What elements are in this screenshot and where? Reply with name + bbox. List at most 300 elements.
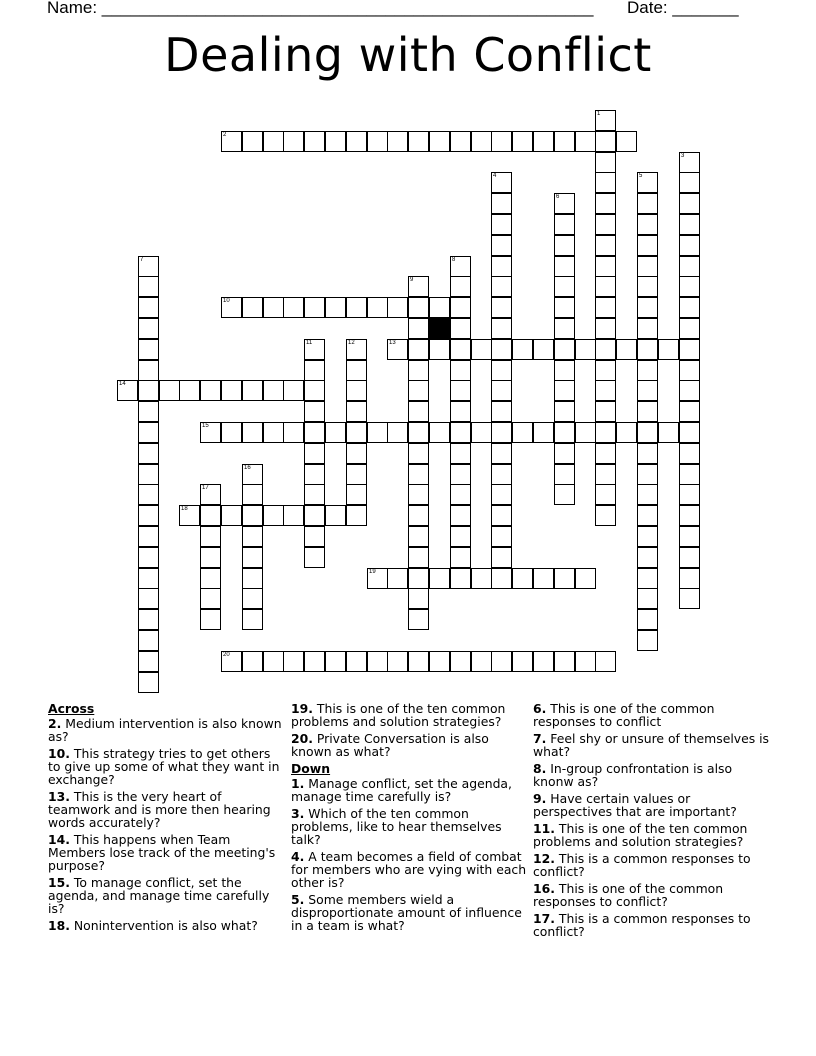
grid-cell[interactable] [595, 235, 616, 256]
grid-cell[interactable] [679, 297, 700, 318]
grid-cell[interactable] [637, 609, 658, 630]
grid-cell[interactable] [491, 131, 512, 152]
grid-cell[interactable] [304, 380, 325, 401]
grid-cell[interactable] [554, 484, 575, 505]
grid-cell[interactable] [554, 193, 575, 214]
grid-cell[interactable] [554, 131, 575, 152]
grid-cell[interactable] [408, 380, 429, 401]
clue-number-label: 3. [291, 806, 305, 821]
grid-cell[interactable] [533, 339, 554, 360]
grid-cell[interactable] [200, 609, 221, 630]
grid-cell[interactable] [283, 380, 304, 401]
grid-cell[interactable] [450, 526, 471, 547]
grid-cell[interactable] [138, 672, 159, 693]
grid-cell[interactable] [637, 235, 658, 256]
grid-cell[interactable] [304, 422, 325, 443]
grid-cell[interactable] [637, 276, 658, 297]
grid-cell[interactable] [491, 443, 512, 464]
grid-cell[interactable] [491, 422, 512, 443]
grid-cell[interactable] [637, 380, 658, 401]
grid-cell[interactable] [325, 651, 346, 672]
grid-cell[interactable] [221, 505, 242, 526]
grid-cell[interactable] [138, 297, 159, 318]
grid-cell[interactable] [138, 443, 159, 464]
grid-cell[interactable] [450, 568, 471, 589]
grid-cell[interactable] [554, 276, 575, 297]
clue-text: This is one of the common responses to conflict? [533, 881, 724, 909]
grid-cell[interactable] [263, 131, 284, 152]
grid-cell[interactable] [242, 380, 263, 401]
grid-cell[interactable] [679, 235, 700, 256]
grid-cell[interactable] [554, 339, 575, 360]
clue-text: To manage conflict, set the agenda, and manage time carefully is? [48, 875, 270, 916]
grid-cell[interactable] [450, 505, 471, 526]
grid-cell[interactable] [554, 401, 575, 422]
clue-text: Have certain values or perspectives that are important? [533, 791, 737, 819]
grid-cell[interactable] [138, 401, 159, 422]
grid-cell[interactable] [491, 297, 512, 318]
grid-cell[interactable] [679, 568, 700, 589]
grid-cell[interactable] [637, 193, 658, 214]
grid-cell[interactable] [637, 214, 658, 235]
grid-cell[interactable] [408, 464, 429, 485]
grid-cell[interactable] [346, 131, 367, 152]
grid-cell[interactable] [471, 651, 492, 672]
grid-cell[interactable] [200, 505, 221, 526]
grid-cell[interactable] [200, 422, 221, 443]
grid-cell[interactable] [138, 360, 159, 381]
grid-cell[interactable] [408, 339, 429, 360]
grid-cell[interactable] [138, 256, 159, 277]
grid-cell[interactable] [595, 464, 616, 485]
clue [291, 850, 527, 889]
grid-cell[interactable] [679, 152, 700, 173]
grid-cell[interactable] [491, 547, 512, 568]
grid-cell[interactable] [554, 214, 575, 235]
grid-cell[interactable] [658, 422, 679, 443]
grid-cell[interactable] [491, 526, 512, 547]
grid-cell[interactable] [304, 651, 325, 672]
grid-cell[interactable] [450, 131, 471, 152]
grid-cell[interactable] [138, 380, 159, 401]
clue-text: Medium intervention is also known as? [48, 716, 282, 744]
grid-cell[interactable] [408, 276, 429, 297]
grid-cell[interactable] [637, 297, 658, 318]
grid-cell[interactable] [616, 339, 637, 360]
grid-cell[interactable] [491, 484, 512, 505]
grid-cell[interactable] [346, 422, 367, 443]
grid-cell[interactable] [283, 131, 304, 152]
clue [48, 833, 284, 872]
clue-text: Nonintervention is also what? [69, 918, 258, 933]
grid-cell[interactable] [221, 131, 242, 152]
grid-cell[interactable] [200, 547, 221, 568]
grid-cell[interactable] [408, 318, 429, 339]
grid-cell[interactable] [242, 651, 263, 672]
grid-cell[interactable] [512, 339, 533, 360]
grid-cell[interactable] [138, 568, 159, 589]
grid-cell[interactable] [637, 172, 658, 193]
grid-cell[interactable] [387, 131, 408, 152]
grid-cell[interactable] [637, 547, 658, 568]
grid-cell[interactable] [679, 360, 700, 381]
grid-cell[interactable] [679, 193, 700, 214]
grid-cell[interactable] [242, 526, 263, 547]
grid-cell[interactable] [242, 609, 263, 630]
grid-cell[interactable] [679, 339, 700, 360]
grid-cell[interactable] [138, 464, 159, 485]
grid-cell[interactable] [138, 422, 159, 443]
grid-cell[interactable] [450, 339, 471, 360]
grid-cell[interactable] [304, 339, 325, 360]
grid-cell[interactable] [637, 505, 658, 526]
grid-cell[interactable] [138, 484, 159, 505]
grid-cell[interactable] [554, 297, 575, 318]
grid-cell[interactable] [491, 464, 512, 485]
grid-cell[interactable] [450, 276, 471, 297]
grid-cell[interactable] [346, 339, 367, 360]
grid-cell[interactable] [595, 339, 616, 360]
grid-cell[interactable] [387, 339, 408, 360]
grid-cell[interactable] [679, 380, 700, 401]
grid-cell[interactable] [221, 380, 242, 401]
grid-cell[interactable] [221, 651, 242, 672]
grid-cell[interactable] [138, 651, 159, 672]
grid-cell[interactable] [304, 547, 325, 568]
grid-cell[interactable] [637, 339, 658, 360]
grid-cell[interactable] [595, 443, 616, 464]
clue-number-label: 6. [533, 701, 547, 716]
grid-cell[interactable] [387, 297, 408, 318]
grid-cell[interactable] [679, 443, 700, 464]
grid-cell[interactable] [637, 422, 658, 443]
grid-cell[interactable] [450, 380, 471, 401]
grid-cell[interactable] [242, 505, 263, 526]
grid-cell[interactable] [408, 609, 429, 630]
grid-cell[interactable] [346, 651, 367, 672]
grid-cell[interactable] [138, 276, 159, 297]
grid-cell[interactable] [491, 651, 512, 672]
grid-cell[interactable] [450, 547, 471, 568]
grid-cell[interactable] [450, 464, 471, 485]
grid-cell[interactable] [408, 526, 429, 547]
grid-cell[interactable] [304, 360, 325, 381]
grid-cell[interactable] [554, 422, 575, 443]
grid-cell[interactable] [200, 380, 221, 401]
grid-cell[interactable] [263, 505, 284, 526]
grid-cell[interactable] [138, 339, 159, 360]
grid-cell[interactable] [429, 422, 450, 443]
clues-column-2 [291, 702, 527, 936]
grid-cell[interactable] [595, 256, 616, 277]
grid-cell[interactable] [595, 193, 616, 214]
grid-cell[interactable] [616, 422, 637, 443]
grid-cell[interactable] [283, 297, 304, 318]
grid-cell[interactable] [242, 547, 263, 568]
grid-cell[interactable] [450, 401, 471, 422]
grid-cell[interactable] [554, 651, 575, 672]
grid-cell[interactable] [491, 214, 512, 235]
grid-cell[interactable] [304, 505, 325, 526]
grid-cell[interactable] [346, 401, 367, 422]
grid-cell[interactable] [346, 443, 367, 464]
grid-cell[interactable] [637, 484, 658, 505]
grid-cell[interactable] [554, 360, 575, 381]
grid-cell[interactable] [346, 360, 367, 381]
grid-cell[interactable] [575, 339, 596, 360]
grid-cell[interactable] [450, 297, 471, 318]
grid-cell[interactable] [408, 568, 429, 589]
grid-cell[interactable] [512, 131, 533, 152]
grid-cell[interactable] [637, 443, 658, 464]
grid-cell[interactable] [575, 651, 596, 672]
grid-cell[interactable] [325, 505, 346, 526]
grid-cell[interactable] [408, 131, 429, 152]
grid-cell[interactable] [679, 318, 700, 339]
grid-cell[interactable] [595, 318, 616, 339]
grid-cell[interactable] [387, 422, 408, 443]
grid-cell[interactable] [595, 484, 616, 505]
grid-cell[interactable] [595, 401, 616, 422]
grid-cell[interactable] [554, 235, 575, 256]
grid-cell[interactable] [242, 297, 263, 318]
clue-number-label: 7. [533, 731, 547, 746]
grid-cell[interactable] [450, 651, 471, 672]
grid-cell[interactable] [387, 568, 408, 589]
grid-cell[interactable] [471, 131, 492, 152]
grid-cell[interactable] [221, 422, 242, 443]
grid-cell[interactable] [658, 339, 679, 360]
grid-cell[interactable] [637, 318, 658, 339]
grid-cell[interactable] [138, 505, 159, 526]
grid-cell[interactable] [450, 443, 471, 464]
grid-cell[interactable] [138, 318, 159, 339]
grid-cell[interactable] [263, 380, 284, 401]
grid-cell[interactable] [304, 297, 325, 318]
grid-cell[interactable] [512, 568, 533, 589]
grid-cell[interactable] [491, 339, 512, 360]
clue-text: In-group confrontation is also knonw as? [533, 761, 733, 789]
grid-cell[interactable] [304, 464, 325, 485]
grid-cell[interactable] [263, 297, 284, 318]
grid-cell[interactable] [408, 588, 429, 609]
grid-cell[interactable] [408, 651, 429, 672]
grid-cell[interactable] [138, 526, 159, 547]
grid-cell[interactable] [408, 401, 429, 422]
grid-cell[interactable] [679, 172, 700, 193]
grid-cell[interactable] [283, 651, 304, 672]
grid-cell[interactable] [159, 380, 180, 401]
grid-cell[interactable] [637, 568, 658, 589]
grid-cell[interactable] [304, 401, 325, 422]
grid-cell[interactable] [616, 131, 637, 152]
clue-number-label: 19. [291, 701, 313, 716]
grid-cell[interactable] [637, 464, 658, 485]
grid-cell[interactable] [595, 380, 616, 401]
grid-cell[interactable] [325, 297, 346, 318]
grid-cell[interactable] [408, 422, 429, 443]
grid-cell[interactable] [429, 131, 450, 152]
grid-cell[interactable] [304, 131, 325, 152]
grid-cell[interactable] [533, 568, 554, 589]
grid-cell[interactable] [346, 505, 367, 526]
grid-cell[interactable] [491, 193, 512, 214]
grid-cell[interactable] [637, 526, 658, 547]
grid-cell[interactable] [408, 547, 429, 568]
grid-cell[interactable] [179, 380, 200, 401]
grid-cell[interactable] [491, 568, 512, 589]
grid-cell[interactable] [491, 256, 512, 277]
grid-cell[interactable] [408, 484, 429, 505]
grid-cell[interactable] [491, 318, 512, 339]
grid-cell[interactable] [595, 297, 616, 318]
grid-cell[interactable] [595, 131, 616, 152]
grid-cell[interactable] [595, 505, 616, 526]
clue [48, 790, 284, 829]
grid-cell[interactable] [471, 339, 492, 360]
clue-text: This is one of the ten common problems and solution strategies? [533, 821, 748, 849]
grid-cell[interactable] [138, 547, 159, 568]
grid-cell[interactable] [491, 380, 512, 401]
grid-cell[interactable] [346, 297, 367, 318]
grid-cell[interactable] [491, 505, 512, 526]
grid-cell[interactable] [242, 568, 263, 589]
grid-cell[interactable] [554, 464, 575, 485]
grid-cell[interactable] [491, 235, 512, 256]
grid-cell[interactable] [533, 422, 554, 443]
grid-cell[interactable] [554, 256, 575, 277]
grid-cell[interactable] [679, 214, 700, 235]
grid-cell[interactable] [595, 110, 616, 131]
grid-cell[interactable] [450, 318, 471, 339]
grid-cell[interactable] [679, 588, 700, 609]
grid-cell[interactable] [450, 360, 471, 381]
grid-cell[interactable] [263, 422, 284, 443]
grid-cell[interactable] [637, 401, 658, 422]
grid-cell[interactable] [325, 422, 346, 443]
grid-cell[interactable] [595, 172, 616, 193]
grid-cell[interactable] [367, 297, 388, 318]
grid-cell[interactable] [595, 276, 616, 297]
grid-cell[interactable] [512, 422, 533, 443]
grid-cell[interactable] [679, 256, 700, 277]
grid-cell[interactable] [471, 568, 492, 589]
grid-cell[interactable] [533, 131, 554, 152]
grid-cell[interactable] [491, 360, 512, 381]
grid-cell[interactable] [575, 568, 596, 589]
grid-cell[interactable] [387, 651, 408, 672]
grid-cell[interactable] [575, 422, 596, 443]
grid-cell[interactable] [554, 380, 575, 401]
grid-cell[interactable] [679, 526, 700, 547]
grid-cell[interactable] [679, 484, 700, 505]
grid-cell[interactable] [408, 297, 429, 318]
grid-cell[interactable] [512, 651, 533, 672]
grid-cell[interactable] [138, 609, 159, 630]
grid-cell[interactable] [242, 464, 263, 485]
grid-cell[interactable] [242, 131, 263, 152]
grid-cell[interactable] [200, 588, 221, 609]
grid-cell[interactable] [346, 464, 367, 485]
grid-cell[interactable] [263, 651, 284, 672]
grid-cell[interactable] [595, 360, 616, 381]
grid-cell[interactable] [408, 360, 429, 381]
grid-cell[interactable] [304, 443, 325, 464]
grid-cell[interactable] [200, 484, 221, 505]
grid-cell[interactable] [595, 651, 616, 672]
grid-cell[interactable] [179, 505, 200, 526]
grid-cell[interactable] [325, 131, 346, 152]
grid-cell[interactable] [491, 276, 512, 297]
grid-cell[interactable] [367, 568, 388, 589]
grid-cell[interactable] [679, 422, 700, 443]
grid-cell[interactable] [491, 401, 512, 422]
grid-cell[interactable] [304, 484, 325, 505]
grid-cell[interactable] [367, 422, 388, 443]
grid-cell[interactable] [429, 568, 450, 589]
grid-cell[interactable] [491, 172, 512, 193]
grid-cell[interactable] [367, 131, 388, 152]
grid-cell[interactable] [679, 505, 700, 526]
grid-cell[interactable] [554, 568, 575, 589]
grid-cell[interactable] [117, 380, 138, 401]
grid-cell[interactable] [471, 422, 492, 443]
grid-cell[interactable] [408, 505, 429, 526]
grid-cell[interactable] [138, 588, 159, 609]
grid-cell[interactable] [554, 318, 575, 339]
grid-cell[interactable] [367, 651, 388, 672]
grid-cell[interactable] [429, 297, 450, 318]
grid-cell[interactable] [533, 651, 554, 672]
grid-cell[interactable] [595, 152, 616, 173]
clue-number-label: 9. [533, 791, 547, 806]
grid-cell[interactable] [450, 256, 471, 277]
grid-cell[interactable] [221, 297, 242, 318]
grid-cell[interactable] [679, 276, 700, 297]
grid-cell[interactable] [283, 422, 304, 443]
grid-cell[interactable] [595, 422, 616, 443]
grid-cell[interactable] [637, 630, 658, 651]
grid-cell[interactable] [200, 568, 221, 589]
grid-cell[interactable] [679, 464, 700, 485]
grid-cell[interactable] [554, 443, 575, 464]
grid-cell[interactable] [242, 588, 263, 609]
grid-cell[interactable] [408, 443, 429, 464]
grid-cell[interactable] [637, 588, 658, 609]
grid-cell[interactable] [450, 422, 471, 443]
grid-cell[interactable] [450, 484, 471, 505]
grid-cell[interactable] [429, 339, 450, 360]
grid-cell[interactable] [679, 547, 700, 568]
grid-cell[interactable] [679, 401, 700, 422]
grid-cell[interactable] [575, 131, 596, 152]
clue-number-label: 18. [48, 918, 70, 933]
grid-cell[interactable] [595, 214, 616, 235]
grid-cell[interactable] [304, 526, 325, 547]
grid-cell[interactable] [637, 256, 658, 277]
grid-cell[interactable] [346, 380, 367, 401]
grid-cell[interactable] [637, 360, 658, 381]
grid-cell[interactable] [283, 505, 304, 526]
clue-text: This happens when Team Members lose track of the meeting's purpose? [48, 832, 276, 873]
grid-cell[interactable] [346, 484, 367, 505]
grid-cell[interactable] [200, 526, 221, 547]
grid-cell[interactable] [429, 651, 450, 672]
grid-cell[interactable] [138, 630, 159, 651]
grid-cell[interactable] [242, 484, 263, 505]
grid-cell[interactable] [242, 422, 263, 443]
down-clue-list [291, 777, 527, 932]
